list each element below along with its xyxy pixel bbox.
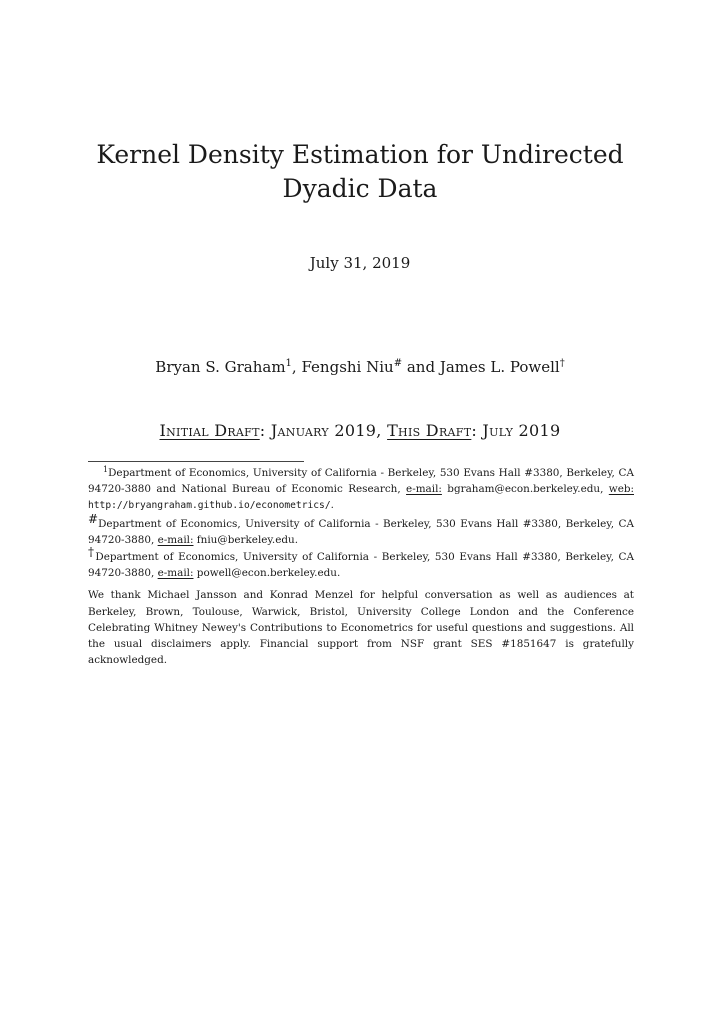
author-niu: Fengshi Niu xyxy=(301,358,394,376)
email-label: e-mail: xyxy=(157,567,194,580)
initial-draft-date: January 2019 xyxy=(270,421,377,440)
footnote-text: Department of Economics, University of California - Berkeley, 530 Evans Hall #3380, Berkeley, CA 94720-3880, xyxy=(88,517,634,546)
footnote-mark: # xyxy=(88,511,99,526)
paper-title: Kernel Density Estimation for Undirected Dyadic Data xyxy=(96,140,624,203)
footnote-graham xyxy=(88,465,634,515)
this-draft-date: July 2019 xyxy=(482,421,561,440)
web-link[interactable]: http://bryangraham.github.io/econometrics/ xyxy=(88,500,331,512)
author-line xyxy=(90,358,630,376)
footnote-niu xyxy=(88,511,634,548)
author-graham: Bryan S. Graham xyxy=(155,358,286,376)
this-draft-label: This Draft xyxy=(387,421,472,440)
footnote-rule xyxy=(88,461,304,462)
author-powell: James L. Powell xyxy=(439,358,560,376)
initial-draft-label: Initial Draft xyxy=(159,421,260,440)
author-powell-mark: † xyxy=(559,358,565,369)
acknowledgement: We thank Michael Jansson and Konrad Menzel for helpful conversation as well as audiences at Berkeley, Brown, Toulouse, Warwick, Bristol, University College London and the Conference Celebrating Whitney Newey's Contributions to Econometrics for useful questions and suggestions. All the usual disclaimers apply. Financial support from NSF grant SES #1851647 is gratefully acknowledged. xyxy=(88,589,634,667)
author-niu-mark: # xyxy=(393,358,403,369)
draft-colon: : xyxy=(471,421,483,440)
email-address: powell@econ.berkeley.edu. xyxy=(193,567,341,580)
email-label: e-mail: xyxy=(406,483,442,496)
footnote-mark: 1 xyxy=(103,465,109,474)
footnotes xyxy=(88,465,634,669)
footnote-text: Department of Economics, University of California - Berkeley, 530 Evans Hall #3380, Berkeley, CA 94720-3880 and National Bureau of Economic Research, xyxy=(88,467,634,496)
footnote-powell xyxy=(88,545,634,581)
draft-comma: , xyxy=(376,421,388,440)
draft-dates xyxy=(90,421,630,440)
email-label: e-mail: xyxy=(157,533,194,546)
draft-colon: : xyxy=(259,421,271,440)
email-address: fniu@berkeley.edu. xyxy=(193,533,299,546)
footnote-mark: † xyxy=(88,545,96,560)
footnote-text: Department of Economics, University of California - Berkeley, 530 Evans Hall #3380, Berkeley, CA 94720-3880, xyxy=(88,551,634,580)
footnote-end: . xyxy=(330,499,334,512)
author-separator: , xyxy=(291,358,302,376)
author-graham-mark: 1 xyxy=(285,358,292,369)
author-separator-and: and xyxy=(402,358,440,376)
email-address: bgraham@econ.berkeley.edu, xyxy=(441,483,609,496)
web-label: web: xyxy=(608,483,634,496)
paper-date: July 31, 2019 xyxy=(309,254,411,272)
